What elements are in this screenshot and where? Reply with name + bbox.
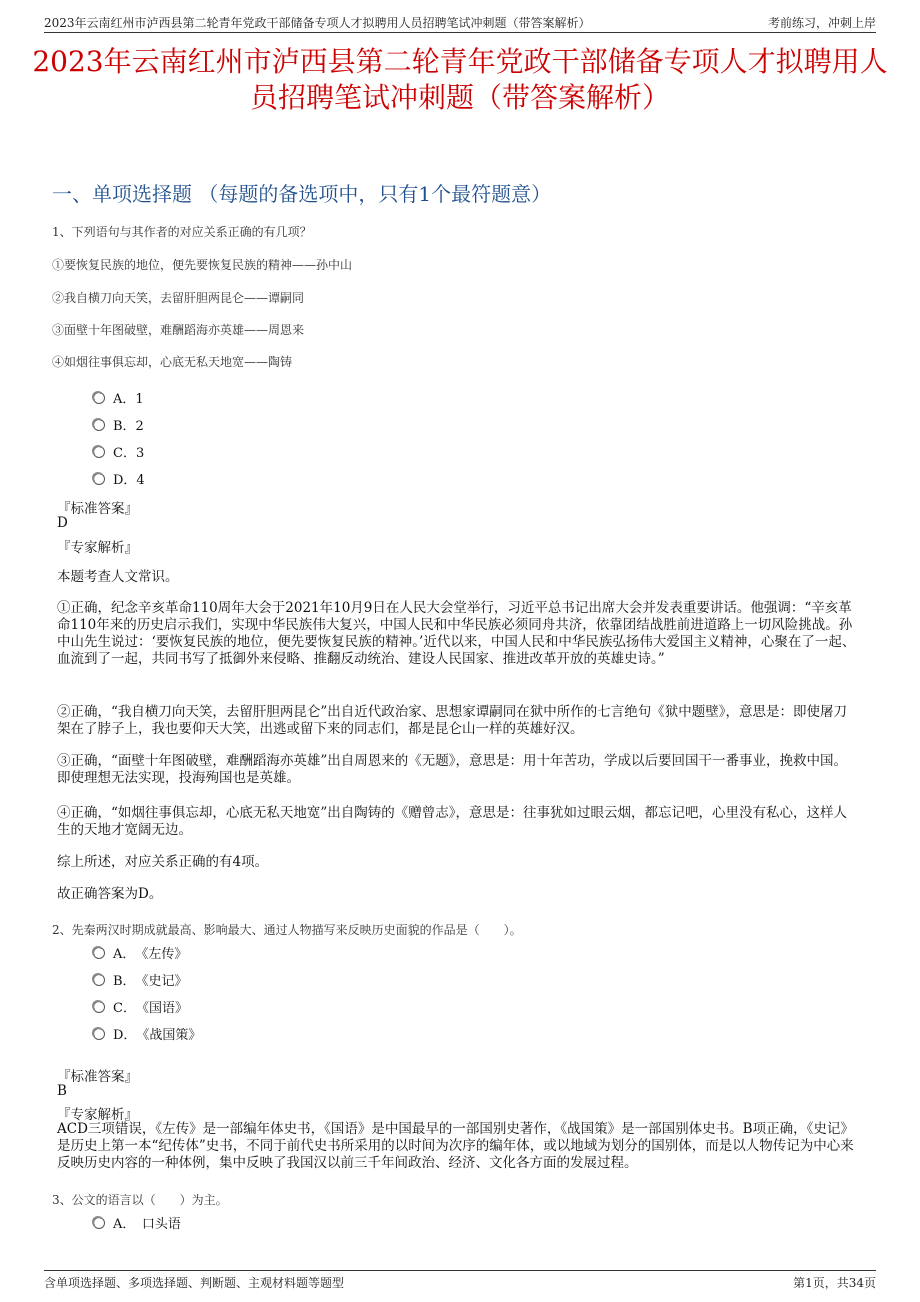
question-1-item: ④如烟往事俱忘却，心底无私天地宽——陶铸 bbox=[52, 355, 293, 369]
analysis-paragraph: ③正确，“面壁十年图破壁，难酬蹈海亦英雄”出自周恩来的《无题》，意思是：用十年苦功，学成以后要回国干一番事业，挽救中国。即使理想无法实现，投海殉国也是英雄。 bbox=[57, 753, 848, 786]
page-footer bbox=[44, 1270, 876, 1291]
answer-label: 『标准答案』 bbox=[57, 501, 138, 517]
section-heading: 一、单项选择题 （每题的备选项中，只有1个最符题意） bbox=[52, 182, 552, 206]
analysis-paragraph: ④正确，“如烟往事俱忘却，心底无私天地宽”出自陶铸的《赠曾志》，意思是：往事犹如过眼云烟，都忘记吧，心里没有私心，这样人生的天地才宽阔无边。 bbox=[57, 805, 848, 838]
radio-icon[interactable] bbox=[93, 392, 105, 404]
question-2-stem: 2、先秦两汉时期成就最高、影响最大、通过人物描写来反映历史面貌的作品是（ ）。 bbox=[52, 923, 522, 937]
analysis-paragraph: ACD三项错误，《左传》是一部编年体史书，《国语》是中国最早的一部国别史著作，《战国策》是一部国别体史书。B项正确，《史记》是历史上第一本“纪传体”史书，不同于前代史书所采用的以时间为次序的编年体，或以地域为划分的国别体，而是以人物传记为中心来反映历史内容的一种体例，集中反映了我国汉以前三千年间政治、经济、文化各方面的发展过程。 bbox=[57, 1121, 854, 1171]
question-1-option-b[interactable]: B．2 bbox=[93, 415, 144, 434]
analysis-label: 『专家解析』 bbox=[57, 1107, 138, 1123]
radio-icon[interactable] bbox=[93, 1028, 105, 1040]
answer-label: 『标准答案』 bbox=[57, 1069, 138, 1085]
question-1-option-d[interactable]: D．4 bbox=[93, 469, 145, 488]
header-doc-title: 2023年云南红州市泸西县第二轮青年党政干部储备专项人才拟聘用人员招聘笔试冲刺题（带答案解析） bbox=[44, 16, 591, 30]
radio-icon[interactable] bbox=[93, 947, 105, 959]
header-slogan: 考前练习，冲刺上岸 bbox=[767, 16, 876, 30]
radio-icon[interactable] bbox=[93, 446, 105, 458]
radio-icon[interactable] bbox=[93, 974, 105, 986]
answer-value: B bbox=[57, 1083, 67, 1099]
question-2-option-a[interactable]: A． 《左传》 bbox=[93, 943, 187, 962]
analysis-paragraph: 本题考查人文常识。 bbox=[57, 569, 179, 585]
analysis-label: 『专家解析』 bbox=[57, 540, 138, 556]
radio-icon[interactable] bbox=[93, 473, 105, 485]
radio-icon[interactable] bbox=[93, 1217, 105, 1229]
question-1-option-c[interactable]: C．3 bbox=[93, 442, 144, 461]
question-1-stem: 1、下列语句与其作者的对应关系正确的有几项？ bbox=[52, 225, 312, 239]
question-1-option-a[interactable]: A．1 bbox=[93, 388, 144, 407]
question-2-option-d[interactable]: D． 《战国策》 bbox=[93, 1024, 201, 1043]
question-2-option-b[interactable]: B． 《史记》 bbox=[93, 970, 188, 989]
radio-icon[interactable] bbox=[93, 1001, 105, 1013]
analysis-paragraph: 综上所述，对应关系正确的有4项。 bbox=[57, 854, 269, 870]
radio-icon[interactable] bbox=[93, 419, 105, 431]
question-1-item: ③面壁十年图破壁，难酬蹈海亦英雄——周恩来 bbox=[52, 323, 305, 337]
question-2-option-c[interactable]: C． 《国语》 bbox=[93, 997, 188, 1016]
analysis-paragraph: ①正确，纪念辛亥革命110周年大会于2021年10月9日在人民大会堂举行，习近平总书记出席大会并发表重要讲话。他强调：“辛亥革命110年来的历史启示我们，实现中华民族伟大复兴，中国人民和中华民族必须同舟共济，依靠团结战胜前进道路上一切风险挑战。孙中山先生说过：‘要恢复民族的地位，便先要恢复民族的精神。’近代以来，中国人民和中华民族弘扬伟大爱国主义精神，心聚在了一起、血流到了一起，共同书写了抵御外来侵略、推翻反动统治、建设人民国家、推进改革开放的英雄史诗。” bbox=[57, 600, 856, 667]
page-number: 第1页，共34页 bbox=[793, 1276, 876, 1290]
question-1-item: ②我自横刀向天笑，去留肝胆两昆仑——谭嗣同 bbox=[52, 291, 305, 305]
analysis-paragraph: ②正确，“我自横刀向天笑，去留肝胆两昆仑”出自近代政治家、思想家谭嗣同在狱中所作的七言绝句《狱中题壁》，意思是：即使屠刀架在了脖子上，我也要仰天大笑，出逃或留下来的同志们，都是昆仑山一样的英雄好汉。 bbox=[57, 704, 848, 737]
footer-note: 含单项选择题、多项选择题、判断题、主观材料题等题型 bbox=[44, 1276, 345, 1290]
answer-value: D bbox=[57, 515, 68, 531]
page-header bbox=[44, 10, 876, 33]
question-3-stem: 3、公文的语言以（ ）为主。 bbox=[52, 1193, 228, 1207]
question-1-item: ①要恢复民族的地位，便先要恢复民族的精神——孙中山 bbox=[52, 258, 353, 272]
document-title: 2023年云南红州市泸西县第二轮青年党政干部储备专项人才拟聘用人员招聘笔试冲刺题（带答案解析） bbox=[32, 45, 888, 114]
analysis-paragraph: 故正确答案为D。 bbox=[57, 886, 163, 902]
question-3-option-a[interactable]: A． 口头语 bbox=[93, 1213, 181, 1232]
